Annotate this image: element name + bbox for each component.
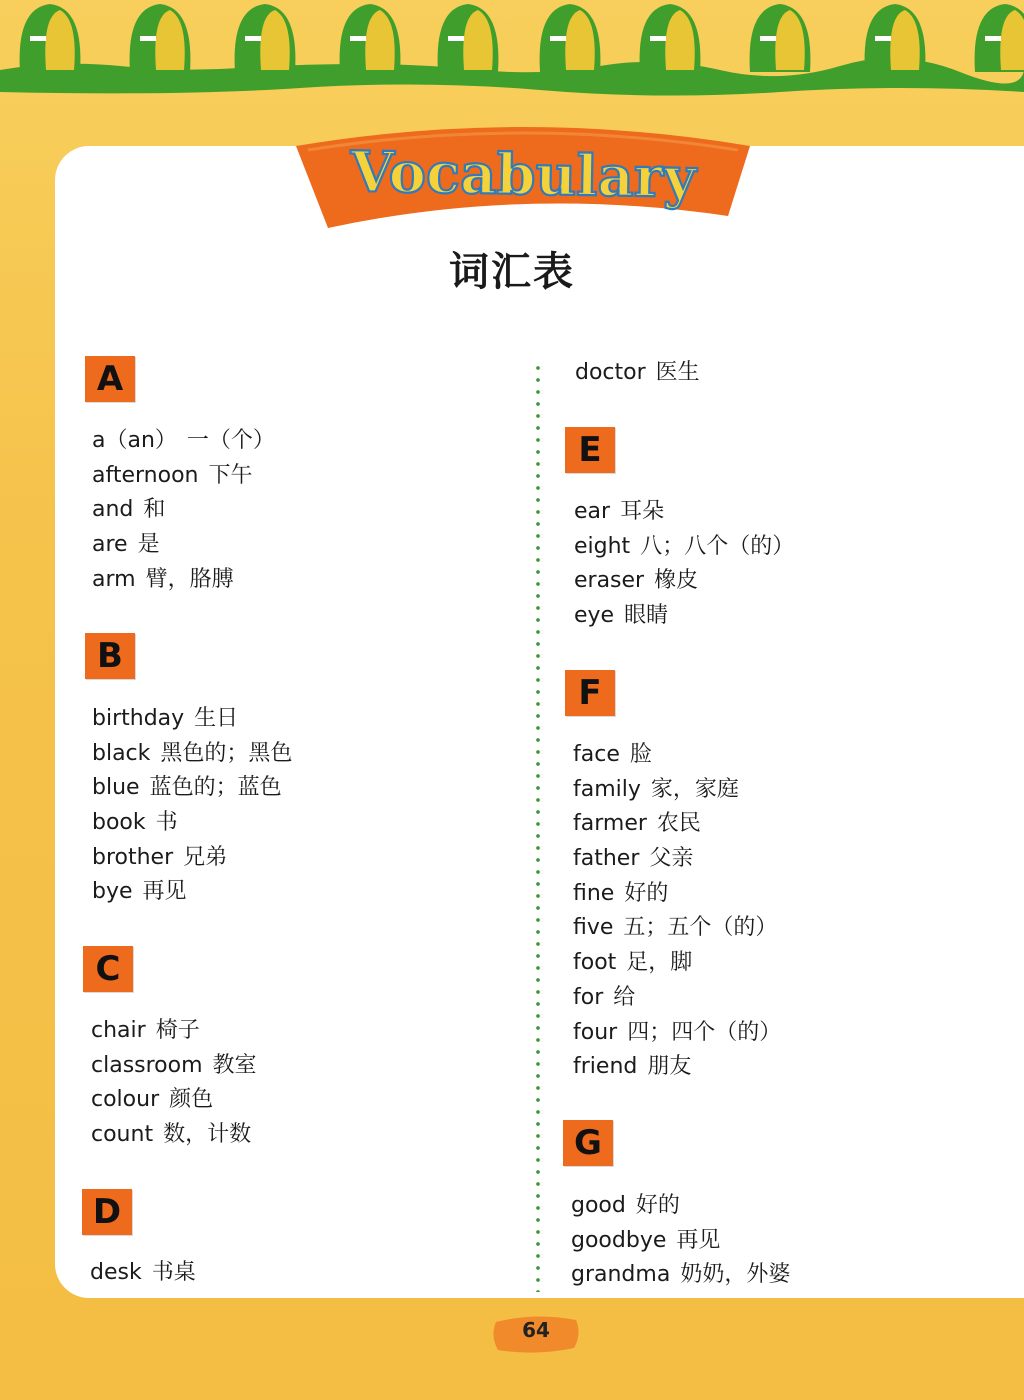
- word-en: foot: [573, 950, 617, 976]
- word-en: ear: [574, 499, 611, 524]
- word-zh: 好的: [624, 880, 669, 906]
- list-item: [92, 563, 275, 598]
- vocabulary-banner: [288, 116, 758, 236]
- list-item: [92, 771, 292, 806]
- list-item: [574, 495, 794, 530]
- word-en: and: [92, 497, 134, 523]
- word-zh: 和: [143, 497, 166, 523]
- leaf-icon: [750, 4, 811, 72]
- page-subtitle: 词汇表: [449, 249, 575, 295]
- word-zh: 下午: [208, 462, 253, 488]
- list-item: [91, 1083, 257, 1118]
- word-zh: 医生: [655, 360, 700, 385]
- list-item: [92, 528, 275, 563]
- word-en: count: [91, 1122, 154, 1148]
- word-zh: 朋友: [647, 1054, 692, 1080]
- list-item: [571, 1224, 790, 1259]
- section-letter-d: D: [82, 1189, 132, 1235]
- leaf-icon: [130, 4, 191, 72]
- list-item: [91, 1014, 257, 1049]
- leaf-icon: [540, 4, 601, 72]
- word-zh: 臂，胳膊: [145, 566, 234, 592]
- word-zh: 耳朵: [620, 499, 665, 524]
- leaf-border-decoration: [0, 0, 1024, 110]
- word-en: classroom: [91, 1052, 203, 1078]
- word-en: family: [573, 776, 641, 802]
- word-zh: 农民: [656, 811, 701, 837]
- section-letter-c: C: [83, 946, 133, 992]
- word-zh: 四；四个（的）: [627, 1019, 782, 1045]
- list-item: [573, 1050, 781, 1085]
- list-item: [573, 842, 781, 877]
- word-zh: 书: [155, 810, 178, 836]
- list-item: [92, 875, 292, 910]
- section-letter-g: G: [563, 1120, 613, 1166]
- list-item: [92, 702, 292, 737]
- list-item: [573, 911, 781, 946]
- word-zh: 再见: [142, 879, 187, 905]
- word-en: eye: [574, 603, 615, 629]
- section-e-entries: [574, 495, 794, 634]
- list-item: [92, 806, 292, 841]
- leaf-icon: [235, 4, 296, 72]
- word-en: are: [92, 532, 128, 558]
- list-item: [571, 1258, 790, 1293]
- word-en: book: [92, 810, 146, 836]
- word-en: friend: [573, 1054, 638, 1080]
- word-zh: 眼睛: [624, 603, 669, 629]
- word-en: a（an）: [92, 428, 177, 453]
- word-zh: 数，计数: [163, 1122, 252, 1148]
- list-item: [573, 773, 781, 808]
- section-b-entries: [92, 702, 292, 910]
- list-item: [91, 1049, 257, 1084]
- word-en: arm: [92, 566, 136, 592]
- word-en: face: [573, 742, 620, 767]
- leaf-icon: [975, 4, 1024, 72]
- section-f-entries: [573, 738, 781, 1085]
- word-zh: 橡皮: [654, 568, 699, 594]
- list-item: [92, 841, 292, 876]
- word-en: good: [571, 1193, 626, 1218]
- word-zh: 椅子: [155, 1018, 200, 1043]
- word-zh: 一（个）: [186, 428, 275, 453]
- word-en: grandma: [571, 1262, 671, 1288]
- list-item: [573, 946, 781, 981]
- word-en: father: [573, 846, 640, 872]
- word-zh: 奶奶，外婆: [680, 1262, 791, 1288]
- word-en: five: [573, 915, 614, 941]
- list-item: [573, 738, 781, 773]
- word-zh: 蓝色的；蓝色: [149, 775, 282, 801]
- word-en: fine: [573, 880, 615, 906]
- word-zh: 黑色的；黑色: [160, 740, 293, 766]
- word-en: black: [92, 740, 151, 766]
- word-en: goodbye: [571, 1227, 667, 1253]
- list-item: [575, 356, 700, 391]
- list-item: [92, 737, 292, 772]
- word-en: colour: [91, 1087, 160, 1113]
- word-zh: 再见: [676, 1227, 721, 1253]
- page-number: 64: [522, 1318, 550, 1342]
- leaf-icon: [20, 4, 81, 72]
- list-item: [573, 1016, 781, 1051]
- list-item: [573, 807, 781, 842]
- word-en: birthday: [92, 706, 185, 731]
- word-zh: 家，家庭: [650, 776, 739, 802]
- list-item: [571, 1189, 790, 1224]
- section-a-entries: [92, 424, 275, 597]
- word-en: desk: [90, 1260, 142, 1285]
- word-zh: 教室: [212, 1052, 257, 1078]
- list-item: [90, 1256, 196, 1291]
- leaf-icon: [438, 4, 499, 72]
- list-item: [92, 459, 275, 494]
- word-zh: 五；五个（的）: [623, 915, 778, 941]
- word-zh: 好的: [635, 1193, 680, 1218]
- section-letter-f: F: [565, 670, 615, 716]
- leaf-icon: [865, 4, 926, 72]
- list-item: [573, 981, 781, 1016]
- list-item: [573, 877, 781, 912]
- word-en: eight: [574, 533, 631, 559]
- word-en: farmer: [573, 811, 647, 837]
- list-item: [92, 493, 275, 528]
- leaf-icon: [640, 4, 701, 72]
- list-item: [574, 530, 794, 565]
- section-c-entries: [91, 1014, 257, 1153]
- word-en: brother: [92, 844, 174, 870]
- list-item: [574, 599, 794, 634]
- list-item: [92, 424, 275, 459]
- word-en: bye: [92, 879, 133, 905]
- word-zh: 兄弟: [183, 844, 228, 870]
- word-zh: 父亲: [649, 846, 694, 872]
- section-g-entries: [571, 1189, 790, 1293]
- word-zh: 足，脚: [626, 950, 693, 976]
- word-en: doctor: [575, 360, 646, 385]
- banner-title: Vocabulary: [349, 138, 697, 212]
- word-zh: 书桌: [151, 1260, 196, 1285]
- word-zh: 生日: [194, 706, 239, 731]
- word-en: four: [573, 1019, 618, 1045]
- section-letter-e: E: [565, 427, 615, 473]
- section-d-continued-entries: [575, 356, 700, 391]
- word-zh: 给: [613, 984, 636, 1010]
- leaf-icon: [340, 4, 401, 72]
- word-zh: 脸: [629, 742, 652, 767]
- section-d-entries: [90, 1256, 196, 1291]
- word-en: chair: [91, 1018, 146, 1043]
- word-en: blue: [92, 775, 140, 801]
- word-en: for: [573, 984, 604, 1010]
- word-zh: 是: [137, 532, 160, 558]
- word-en: eraser: [574, 568, 645, 594]
- section-letter-a: A: [85, 356, 135, 402]
- list-item: [91, 1118, 257, 1153]
- word-en: afternoon: [92, 462, 199, 488]
- section-letter-b: B: [85, 633, 135, 679]
- word-zh: 颜色: [169, 1087, 214, 1113]
- column-divider: [536, 362, 540, 1292]
- word-zh: 八；八个（的）: [640, 533, 795, 559]
- list-item: [574, 564, 794, 599]
